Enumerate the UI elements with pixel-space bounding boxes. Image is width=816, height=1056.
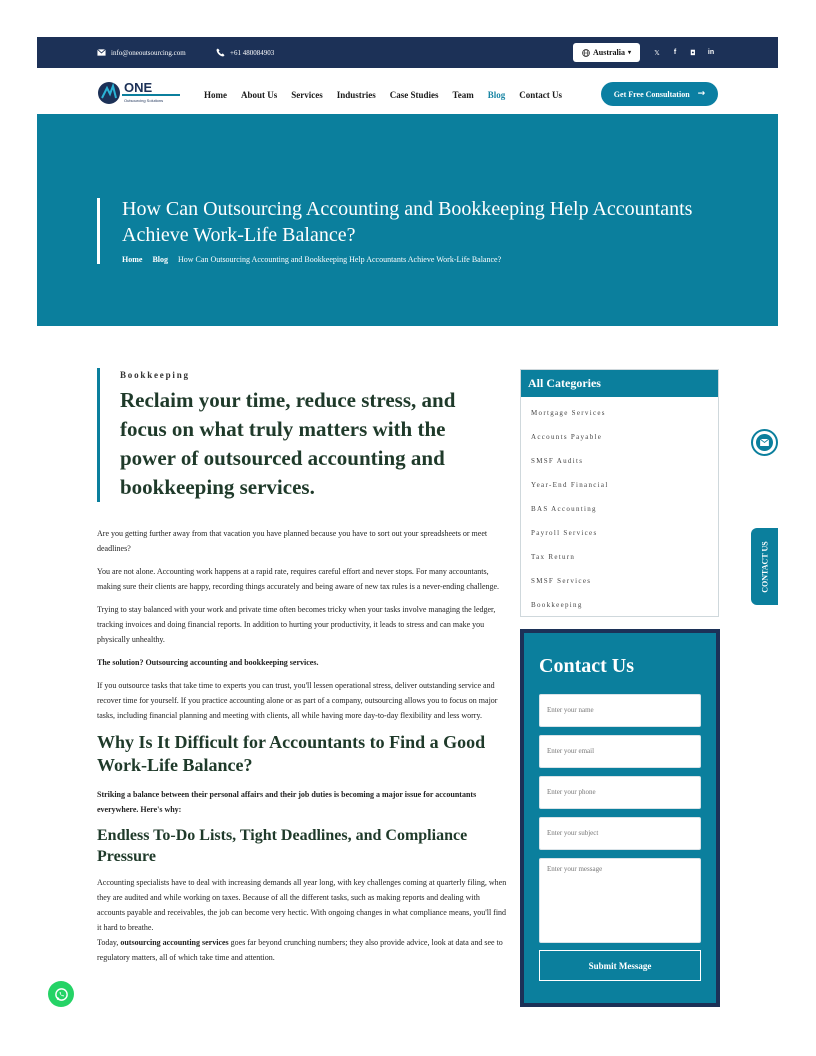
phone-icon [216,48,225,57]
arrow-right-icon: → [697,89,706,99]
submit-message-button[interactable]: Submit Message [539,950,701,981]
hero-accent-bar [97,198,100,264]
article-category[interactable]: Bookkeeping [120,370,190,380]
whatsapp-icon [54,987,69,1002]
category-item[interactable]: Bookkeeping [531,601,583,609]
breadcrumb-blog[interactable]: Blog [152,255,168,264]
breadcrumb-home[interactable]: Home [122,255,143,264]
article-body [97,368,509,973]
site-logo[interactable] [98,80,184,106]
social-links [653,37,715,68]
category-item[interactable]: Tax Return [531,553,576,561]
mail-icon [97,48,106,57]
breadcrumb-current: How Can Outsourcing Accounting and Bookkeeping Help Accountants Achieve Work-Life Balance? [178,255,502,264]
country-label: Australia [592,48,625,57]
categories-widget [520,369,719,617]
categories-title: All Categories [521,370,718,397]
name-input[interactable]: Enter your name [539,694,701,727]
nav-item-about-us[interactable]: About Us [241,90,278,100]
topbar-email[interactable] [97,37,186,68]
category-item[interactable]: BAS Accounting [531,505,597,513]
nav-item-contact-us[interactable]: Contact Us [519,90,562,100]
nav-menu [204,90,562,100]
subsection-heading: Endless To-Do Lists, Tight Deadlines, and Compliance Pressure [97,827,468,865]
phone-input[interactable]: Enter your phone [539,776,701,809]
topbar-phone[interactable] [216,37,274,68]
article-lead: Reclaim your time, reduce stress, and focus on what truly matters with the power of outsourced accounting and bookkeeping services. [120,388,456,499]
get-free-consultation-button[interactable] [601,82,718,106]
breadcrumb [122,255,501,264]
country-selector[interactable] [573,43,640,62]
page-hero [37,114,778,326]
envelope-icon [756,434,773,451]
category-item[interactable]: SMSF Audits [531,457,584,465]
paragraph: The solution? Outsourcing accounting and bookkeeping services. [97,658,319,667]
chevron-down-icon: ▾ [627,50,631,56]
linkedin-icon[interactable]: in [707,49,715,56]
categories-list [521,397,718,623]
message-textarea[interactable]: Enter your message [539,858,701,943]
floating-mail-button[interactable] [751,429,778,456]
paragraph: If you outsource tasks that take time to experts you can trust, you'll lessen operational stress, deliver outstanding service and recover time for yourself. If you practice accounting alone or as part of a company, outsourcing allows you to focus on major tasks, including financial planning and meeting with clients, all while having more day-to-day flexibility and less worry. [97,681,498,720]
cta-label: Get Free Consultation [613,89,690,99]
page-title: How Can Outsourcing Accounting and Bookkeeping Help Accountants Achieve Work-Life Balance? [122,198,693,246]
paragraph-text: goes far beyond crunching numbers; they also provide advice, look at data and see to regulatory matters, all of which take time and attention. [97,938,503,962]
inline-link[interactable]: outsourcing accounting services [120,938,229,947]
topbar-email-text: info@oneoutsourcing.com [111,48,186,57]
category-item[interactable]: SMSF Services [531,577,592,585]
logo-subtext: Outsourcing Solutions [124,98,164,103]
category-item[interactable]: Mortgage Services [531,409,606,417]
contact-form [520,629,720,1007]
category-item[interactable]: Year-End Financial [531,481,609,489]
paragraph: Are you getting further away from that vacation you have planned because you have to sort out your spreadsheets or meet deadlines? [97,529,488,553]
nav-item-case-studies[interactable]: Case Studies [389,90,439,100]
email-input[interactable]: Enter your email [539,735,701,768]
globe-icon [582,49,590,57]
whatsapp-button[interactable] [48,981,74,1007]
category-item[interactable]: Accounts Payable [531,433,603,441]
top-bar [37,37,778,68]
category-item[interactable]: Payroll Services [531,529,598,537]
paragraph: Accounting specialists have to deal with increasing demands all year long, with key challenges coming at quarterly filing, when they are audited and while working on taxes. Because of all the different tasks, such as making reports and dealing with accounts payable and receivables, the job can become very hectic. With ongoing changes in what compliance means, you'll find it hard to breathe. [97,878,507,932]
instagram-icon[interactable]: ◘ [690,48,696,57]
nav-item-industries[interactable]: Industries [336,90,376,100]
section-heading: Why Is It Difficult for Accountants to Find a Good Work-Life Balance? [97,732,486,775]
paragraph-text: Today, [97,938,121,947]
paragraph [97,935,509,965]
facebook-icon[interactable]: f [673,49,677,56]
nav-item-home[interactable]: Home [204,90,227,100]
paragraph: Striking a balance between their personal affairs and their job duties is becoming a major issue for accountants everywhere. Here's why: [97,790,477,814]
nav-item-services[interactable]: Services [291,90,323,100]
nav-item-blog[interactable]: Blog [487,90,506,100]
logo-text: ONE [124,80,153,95]
contact-us-side-tab[interactable] [751,528,778,605]
contact-form-title: Contact Us [539,655,634,677]
subject-input[interactable]: Enter your subject [539,817,701,850]
side-tab-label: CONTACT US [760,540,769,593]
paragraph: You are not alone. Accounting work happens at a rapid rate, requires careful effort and never stops. For many accountants, making sure their clients are happy, recording things accurately and being aware of new tax rules is a never-ending challenge. [97,567,500,591]
paragraph: Trying to stay balanced with your work and private time often becomes tricky when your tasks involve managing the ledger, tracking invoices and doing financial reports. In addition to hurting your productivity, it leads to stress and can make you physically unhealthy. [97,605,496,644]
main-navbar [37,68,778,114]
x-icon[interactable]: 𝕏 [654,48,660,57]
article-intro [97,368,509,502]
topbar-phone-text: +61 480084903 [230,48,275,57]
nav-item-team[interactable]: Team [452,90,474,100]
